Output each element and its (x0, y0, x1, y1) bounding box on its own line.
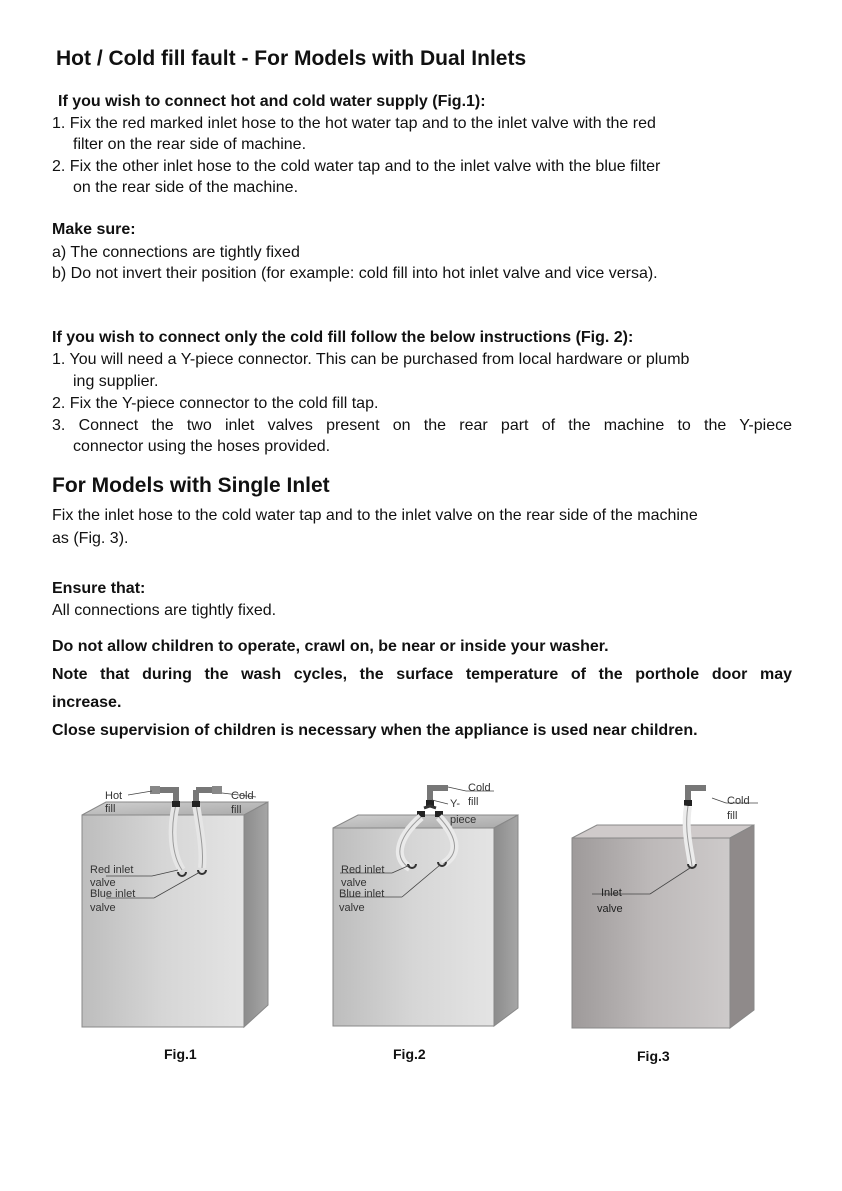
cold-step3-line2: connector using the hoses provided. (73, 438, 331, 455)
fig3-inlet-label-2: valve (597, 903, 623, 915)
ensure-heading: Ensure that: (52, 580, 146, 597)
fig1-cold-label-2: fill (231, 804, 242, 816)
make-sure-heading: Make sure: (52, 221, 136, 238)
dual-step2-line1: 2. Fix the other inlet hose to the cold water tap and to the inlet valve with the blue filter (52, 158, 661, 175)
fig1-hot-label-1: Hot (105, 790, 123, 802)
single-line1: Fix the inlet hose to the cold water tap and to the inlet valve on the rear side of the machine (52, 507, 698, 524)
cold-only-heading: If you wish to connect only the cold fill follow the below instructions (Fig. 2): (52, 329, 634, 346)
fig1-blue-label-2: valve (90, 902, 116, 914)
fig1-hot-label-2: fill (105, 803, 116, 815)
fig2-blue-label-1: Blue inlet (339, 888, 385, 900)
fig2-caption: Fig.2 (393, 1046, 426, 1062)
figure-2 (333, 782, 518, 1062)
warning-temperature-line1: Note that during the wash cycles, the surface temperature of the porthole door may (52, 666, 792, 683)
cold-step3-line1: 3. Connect the two inlet valves present on the rear part of the machine to the Y-piece (52, 417, 792, 434)
single-line2: as (Fig. 3). (52, 530, 129, 547)
cold-step2: 2. Fix the Y-piece connector to the cold fill tap. (52, 395, 379, 412)
cold-step1-line1: 1. You will need a Y-piece connector. This can be purchased from local hardware or plumb (52, 351, 690, 368)
single-heading: For Models with Single Inlet (52, 474, 330, 497)
dual-step1-line2: filter on the rear side of machine. (73, 136, 307, 153)
fig3-caption: Fig.3 (637, 1048, 670, 1064)
fig3-cold-label-2: fill (727, 810, 738, 822)
ensure-line: All connections are tightly fixed. (52, 602, 277, 619)
fig1-blue-label-1: Blue inlet (90, 888, 136, 900)
fig2-cold-label-1: Cold (468, 782, 491, 794)
dual-heading: If you wish to connect hot and cold water supply (Fig.1): (58, 93, 486, 110)
fig2-cold-label-2: fill (468, 796, 479, 808)
fig2-y-label-2: piece (450, 814, 477, 826)
fig1-cold-label-1: Cold (231, 790, 254, 802)
fig2-red-label-1: Red inlet (341, 864, 385, 876)
fig2-y-label-1: Y- (450, 798, 460, 810)
fig3-inlet-label-1: Inlet (601, 887, 622, 899)
page-title: Hot / Cold fill fault - For Models with Dual Inlets (56, 47, 527, 70)
cold-step1-line2: ing supplier. (73, 373, 159, 390)
dual-step1-line1: 1. Fix the red marked inlet hose to the hot water tap and to the inlet valve with the red (52, 115, 656, 132)
fig1-caption: Fig.1 (164, 1046, 197, 1062)
make-sure-b: b) Do not invert their position (for example: cold fill into hot inlet valve and vice versa). (52, 265, 658, 282)
warning-children: Do not allow children to operate, crawl on, be near or inside your washer. (52, 638, 609, 655)
fig3-cold-label-1: Cold (727, 795, 750, 807)
warning-supervision: Close supervision of children is necessary when the appliance is used near children. (52, 722, 698, 739)
fig2-blue-label-2: valve (339, 902, 365, 914)
figure-1 (82, 786, 268, 1062)
fig1-red-label-1: Red inlet (90, 864, 134, 876)
figure-3 (572, 785, 758, 1064)
fig1-red-label-2: valve (90, 877, 116, 889)
fig2-red-label-2: valve (341, 877, 367, 889)
make-sure-a: a) The connections are tightly fixed (52, 244, 300, 261)
warning-temperature-line2: increase. (52, 694, 122, 711)
figures-illustration (0, 760, 842, 1100)
dual-step2-line2: on the rear side of the machine. (73, 179, 299, 196)
